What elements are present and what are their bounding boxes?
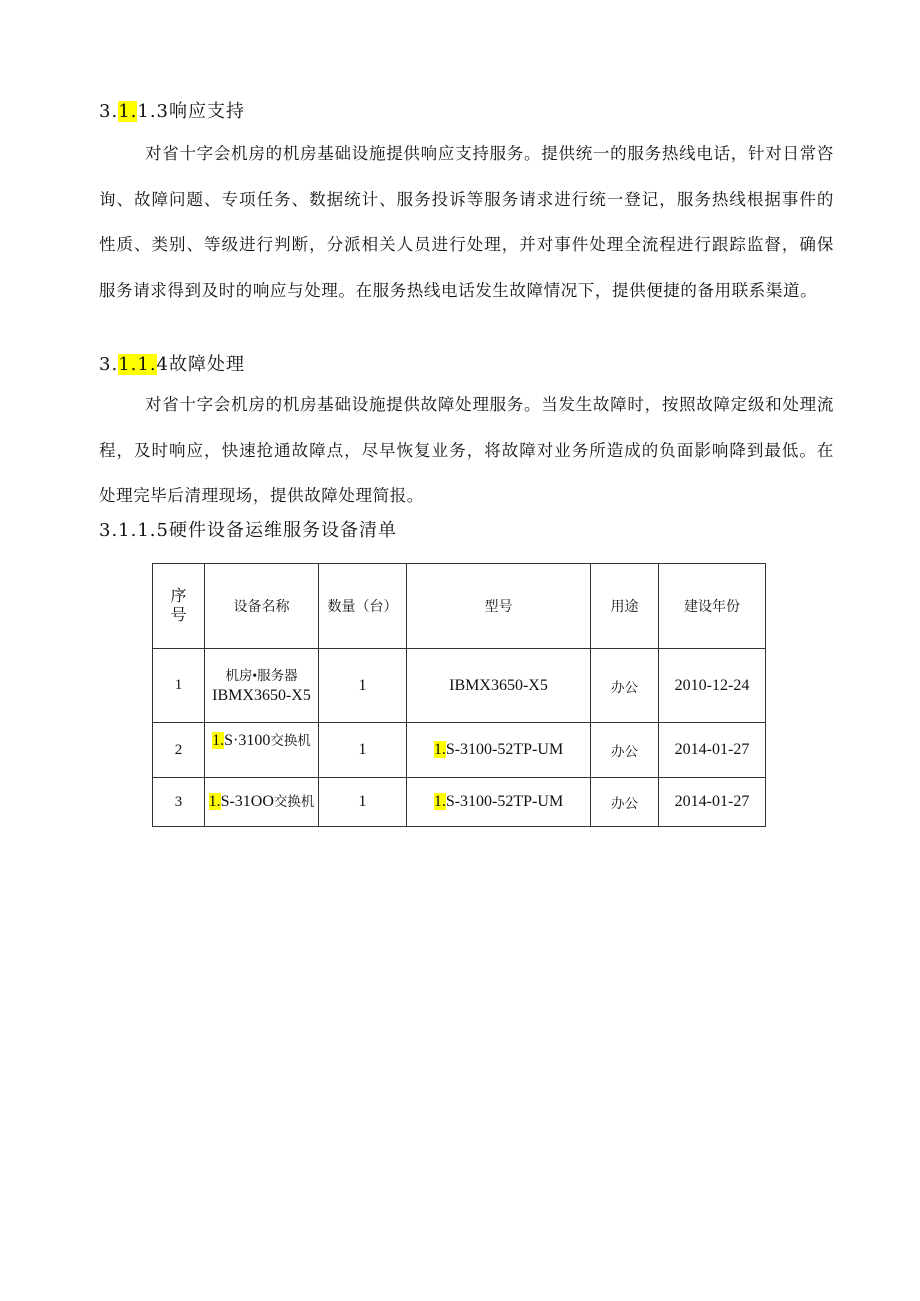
header-qty: 数量（台） (319, 564, 407, 649)
cell-model-highlight: 1. (433, 741, 446, 758)
table-header-row (153, 564, 766, 649)
cell-qty: 1 (319, 723, 407, 778)
cell-name-highlight: 1. (212, 732, 225, 749)
cell-no: 3 (153, 778, 205, 827)
equipment-table (152, 563, 766, 827)
cell-name-cjk: 交换机 (273, 794, 315, 809)
cell-name (205, 649, 319, 723)
section-body-fault-handling: 对省十字会机房的机房基础设施提供故障处理服务。当发生故障时，按照故障定级和处理流程，及时响应，快速抢通故障点，尽早恢复业务，将故障对业务所造成的负面影响降到最低。在处理完毕后清理现场，提供故障处理简报。 (99, 395, 834, 505)
heading-prefix: 3. (99, 101, 119, 122)
header-use: 用途 (591, 564, 659, 649)
cell-name (205, 778, 319, 827)
heading-rest: 4故障处理 (156, 354, 245, 375)
cell-model: IBMX3650-X5 (407, 649, 591, 723)
table-row (153, 649, 766, 723)
section-heading-3-1-1-3 (99, 99, 245, 125)
cell-name-latin: S·3100 (224, 732, 271, 749)
table-row (153, 778, 766, 827)
cell-no: 1 (153, 649, 205, 723)
cell-model (407, 778, 591, 827)
heading-rest: 1.3响应支持 (137, 101, 246, 122)
section-heading-3-1-1-5: 3.1.1.5硬件设备运维服务设备清单 (99, 520, 397, 541)
cell-use: 办公 (591, 649, 659, 723)
cell-name (205, 723, 319, 778)
cell-no: 2 (153, 723, 205, 778)
cell-name-cjk: 交换机 (270, 733, 311, 748)
heading-prefix: 3. (99, 354, 119, 375)
header-no (153, 564, 205, 649)
section-body-response-support: 对省十字会机房的机房基础设施提供响应支持服务。提供统一的服务热线电话，针对日常咨询、故障问题、专项任务、数据统计、服务投诉等服务请求进行统一登记，服务热线根据事件的性质、类别、等级进行判断，分派相关人员进行处理，并对事件处理全流程进行跟踪监督，确保服务请求得到及时的响应与处理。在服务热线电话发生故障情况下，提供便捷的备用联系渠道。 (99, 144, 834, 300)
header-model: 型号 (407, 564, 591, 649)
table-row (153, 723, 766, 778)
cell-name-highlight: 1. (208, 793, 221, 810)
cell-year: 2014-01-27 (659, 723, 766, 778)
heading-highlight: 1.1. (118, 354, 157, 375)
heading-highlight: 1. (118, 101, 138, 122)
cell-use: 办公 (591, 778, 659, 827)
cell-name-line2: IBMX3650-X5 (212, 686, 311, 704)
header-no-text: 序号 (170, 588, 187, 624)
cell-model (407, 723, 591, 778)
cell-model-rest: S-3100-52TP-UM (445, 741, 564, 758)
cell-year: 2010-12-24 (659, 649, 766, 723)
cell-name-line1: 机房•服务器 (225, 667, 298, 683)
section-heading-3-1-1-4 (99, 352, 245, 378)
cell-year: 2014-01-27 (659, 778, 766, 827)
cell-model-rest: S-3100-52TP-UM (445, 793, 564, 810)
header-name: 设备名称 (205, 564, 319, 649)
cell-use: 办公 (591, 723, 659, 778)
header-year: 建设年份 (659, 564, 766, 649)
cell-name-latin: S-31OO (220, 793, 274, 810)
cell-model-highlight: 1. (433, 793, 446, 810)
cell-qty: 1 (319, 649, 407, 723)
cell-qty: 1 (319, 778, 407, 827)
